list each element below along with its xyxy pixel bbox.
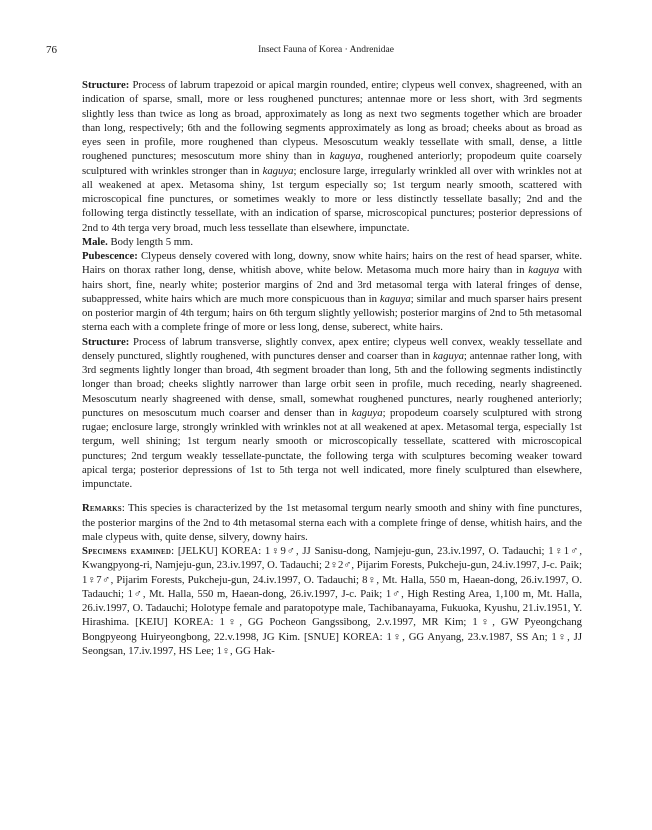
paragraph-text: This species is characterized by the 1st metasomal tergum nearly smooth and shiny with fine punctures, the posterior margins of the 2nd to 4th metasomal sterna each with a complete fringe of dense, whitish hairs, and the male clypeus with, quite dense, silvery, downy hairs. <box>82 502 583 543</box>
species-name: kaguya <box>329 150 361 163</box>
species-name: kaguya <box>433 349 464 362</box>
paragraph-heading: Structure <box>82 79 126 91</box>
paragraph-text: , roughened anteriorly; propodeum quite coarsely sculptured with wrinkles stronger than in <box>82 150 582 177</box>
body-text <box>82 78 582 658</box>
paragraph-text: Body length 5 mm. <box>110 235 194 248</box>
paragraph-heading: Pubescence <box>82 250 135 262</box>
paragraph-text: Clypeus densely covered with long, downy, snow white hairs; hairs on the rest of head sparser, white. Hairs on thorax rather long, dense, whitish above, white below. Metasoma much more hairy than in <box>82 250 582 277</box>
paragraph-heading: Specimens examined <box>82 545 172 557</box>
paragraph <box>82 501 582 544</box>
paragraph-text: Process of labrum transverse, slightly convex, apex entire; clypeus well convex, weakly tessellate and densely punctured, slightly roughened, with punctures denser and coarser than in <box>82 335 582 362</box>
paragraph-heading: Remarks <box>82 502 122 515</box>
heading-separator: : <box>125 79 133 91</box>
paragraph-text: ; propodeum coarsely sculptured with strong rugae; enclosure large, strongly wrinkled with wrinkles not at all weakened at apex. Metasomal terga, especially 1st tergum, well shining; 1st tergum nearly smooth or microscopically tessellate, scattered with microscopical punctures; 2nd tergum weakly tessellate-punctate, the following terga with sculptures becoming weaker toward apical terga; posterior depressions of 1st to 5th terga not well indicated, more finely sculptured than elsewhere, impunctate. <box>82 406 582 490</box>
species-name: kaguya <box>379 292 411 305</box>
heading-separator: : <box>125 335 133 348</box>
heading-separator: : <box>134 250 141 262</box>
paragraph-text: ; antennae rather long, with 3rd segments lightly longer than broad, 4th segment broader than long, 5th and the following segments indistinctly longer than broad; cheeks slightly narrower than large orbit seen in profile, much receding, nearly shagreened. Mesoscutum nearly shagreened with dense, small, somewhat roughened punctures, nearly roughened anteriorly; punctures on mesoscutum much coarser and denser than in <box>82 349 582 419</box>
species-name: kaguya <box>528 264 560 277</box>
paragraph <box>82 335 582 492</box>
species-name: kaguya <box>262 164 294 177</box>
paragraph <box>82 249 582 335</box>
paragraph <box>82 235 582 249</box>
paragraph-text: Process of labrum trapezoid or apical margin rounded, entire; clypeus well convex, shagreened, with an indication of sparse, small, more or less roughened punctures; antennae more or less short, with 3rd segments slightly less than twice as long as broad, approximately as long as next two segments together which are broader than long, respectively; 6th and the following segments approximately as long as broad; cheeks about as broad as eyes seen in profile, more roughened than clypeus. Mesoscutum weakly tessellate with small, dense, a little roughened punctures; mesoscutum more shiny than in <box>82 79 583 163</box>
heading-separator: : <box>121 502 129 515</box>
running-title: Insect Fauna of Korea · Andrenidae <box>258 45 394 55</box>
paragraph-text: with hairs short, fine, nearly white; posterior margins of 2nd and 3rd metasomal terga with lateral fringes of dense, subappressed, white hairs which are much more conspicuous than in <box>82 264 582 305</box>
heading-separator: : <box>171 545 178 557</box>
paragraph-text: ; enclosure large, irregularly wrinkled all over with wrinkles not at all weakened at apex. Metasoma shiny, 1st tergum especially so; 1st tergum nearly smooth, scattered with microscopical fine punctures, or sometimes weakly to more or less distinctly tessellate basally; 2nd and the following terga distinctly tessellate, with an indication of sparse, microscopical punctures; posterior depressions of 2nd to 4th terga very broad, much less tessellate than elsewhere, impunctate. <box>82 164 583 234</box>
species-name: kaguya <box>351 406 383 419</box>
paragraph-heading: Male <box>82 235 106 248</box>
paragraph-text: ; similar and much sparser hairs present on posterior margin of 4th tergum; hairs on 6th tergum slightly yellowish; posterior margins of 2nd to 5th metasomal sterna each with a complete fringe of more or less long, dense, suberect, white hairs. <box>82 292 582 334</box>
page-number: 76 <box>46 44 57 56</box>
paragraph <box>82 78 582 235</box>
paragraph-heading: Structure <box>82 335 126 348</box>
paragraph-text: [JELKU] KOREA: 1♀9♂, JJ Sanisu-dong, Namjeju-gun, 23.iv.1997, O. Tadauchi; 1♀1♂, Kwangpyong-ri, Namjeju-gun, 23.iv.1997, O. Tadauchi; 2♀2♂, Pijarim Forests, Pukcheju-gun, 24.iv.1997, J-c. Paik; 1♀7♂, Pijarim Forests, Pukcheju-gun, 24.iv.1997, O. Tadauchi; 8♀, Mt. Halla, 550 m, Haean-dong, 26.iv.1997, O. Tadauchi; 1♂, Mt. Halla, 550 m, Haean-dong, 26.iv.1997, J-c. Paik; 1♂, High Resting Area, 1,100 m, Mt. Halla, 26.iv.1997, O. Tadauchi; Holotype female and paratopotype male, Tachibanayama, Fukuoka, Kyushu, 21.iv.1951, Y. Hirashima. [KEIU] KOREA: 1♀, GG Pocheon Gangssibong, 2.v.1997, MR Kim; 1♀, GW Pyeongchang Bongpyeong Huiryeongbong, 22.v.1998, JG Kim. [SNUE] KOREA: 1♀, GG Anyang, 23.v.1987, SS An; 1♀, JJ Seongsan, 17.iv.1997, HS Lee; 1♀, GG Hak- <box>82 545 582 657</box>
heading-separator: . <box>105 235 111 248</box>
paragraph <box>82 544 582 658</box>
